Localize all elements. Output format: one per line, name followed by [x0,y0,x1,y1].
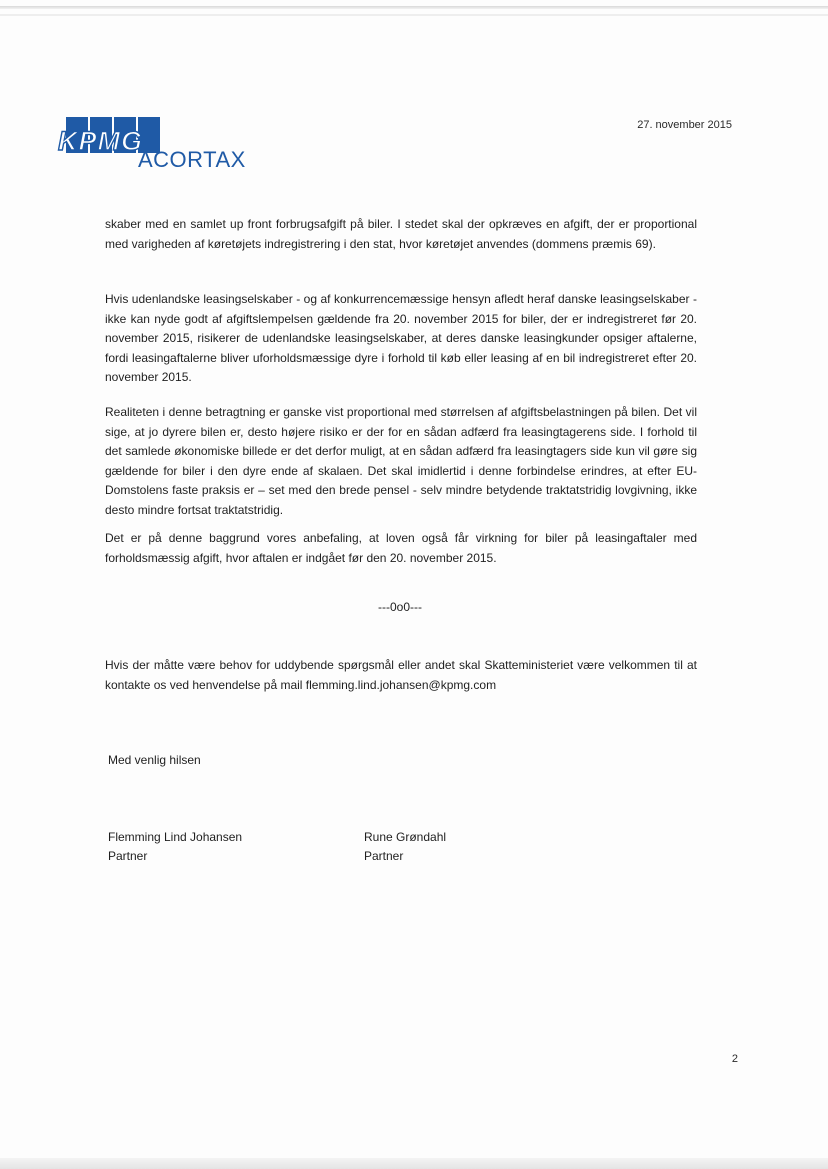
closing-greeting: Med venlig hilsen [108,753,201,767]
signature-block-right [364,828,446,866]
acortax-wordmark: ACORTAX [138,147,246,172]
signature-block-left [108,828,242,866]
section-separator: ---0o0--- [378,600,422,614]
scan-edge-top [0,6,828,9]
signatory-title: Partner [108,849,148,863]
letter-date: 27. november 2015 [637,119,732,131]
signatory-title: Partner [364,849,404,863]
signatory-name: Rune Grøndahl [364,830,447,844]
page-number: 2 [731,1053,738,1065]
scan-edge-top-shadow [0,14,828,16]
body-paragraph-1: skaber med en samlet up front forbrugsafgift på biler. I stedet skal der opkræves en afgift, der er proportional med varigheden af køretøjets indregistrering i den stat, hvor køretøjet anvendes (dommens præmis 69). [105,217,697,251]
contact-paragraph: Hvis der måtte være behov for uddybende spørgsmål eller andet skal Skatteministeriet være velkommen til at kontakte os ved henvendelse på mail flemming.lind.johansen@kpmg.com [105,658,697,692]
body-paragraph-4: Det er på denne baggrund vores anbefaling, at loven også får virkning for biler på leasingaftaler med forholdsmæssig afgift, hvor aftalen er indgået før den 20. november 2015. [105,531,697,565]
body-paragraph-2: Hvis udenlandske leasingselskaber - og af konkurrencemæssige hensyn afledt heraf danske leasingselskaber - ikke kan nyde godt af afgiftslempelsen gældende fra 20. november 2015 for biler, der er indregistreret før 20. november 2015, risikerer de udenlandske leasingselskaber, at deres danske leasingkunder opsiger aftalerne, fordi leasingaftalerne bliver uforholdsmæssige dyre i forhold til køb eller leasing af en bil indregistreret efter 20. november 2015. [105,292,697,385]
kpmg-acortax-logo [58,117,258,177]
signatory-name: Flemming Lind Johansen [108,830,243,844]
scan-edge-bottom [0,1158,828,1169]
body-paragraph-3: Realiteten i denne betragtning er ganske vist proportional med størrelsen af afgiftsbelastningen på bilen. Det vil sige, at jo dyrere bilen er, desto højere risiko er der for en sådan adfærd fra leasingtagerens side. I forhold til det samlede økonomiske billede er det derfor muligt, at en sådan adfærd fra leasingtagers side kun vil gøre sig gældende for biler i den dyre ende af skalaen. Det skal imidlertid i denne forbindelse erindres, at efter EU-Domstolens faste praksis er – set med den brede pensel - selv mindre betydende traktatstridig lovgivning, ikke desto mindre fortsat traktatstridig. [105,405,697,517]
kpmg-wordmark: KPMG [58,126,143,156]
